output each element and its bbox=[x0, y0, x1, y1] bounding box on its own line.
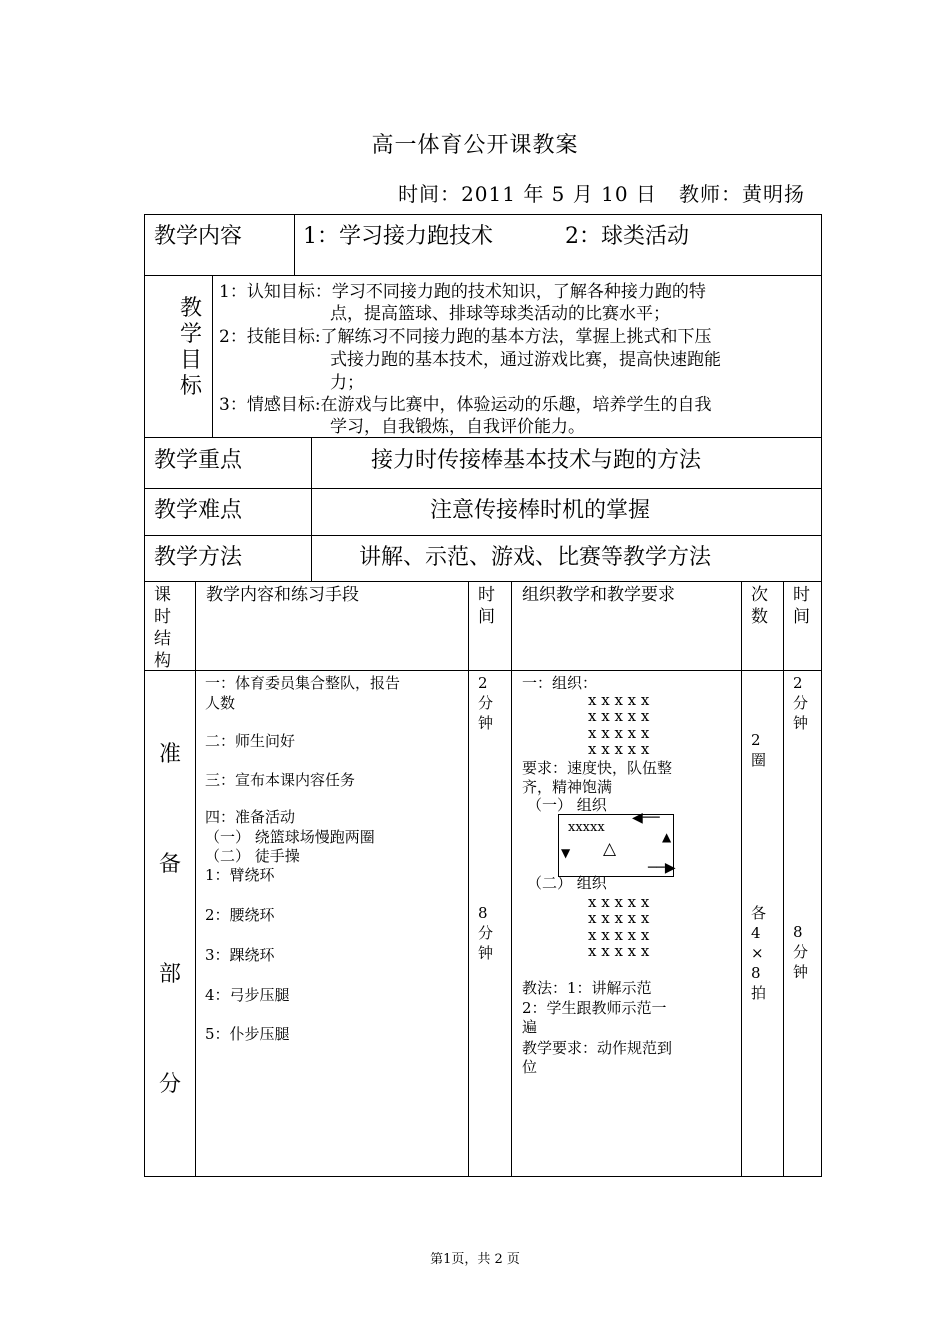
key-point-value: 接力时传接棒基本技术与跑的方法 bbox=[371, 448, 702, 473]
time-char: 钟 bbox=[478, 714, 494, 732]
header-char: 课 bbox=[154, 585, 171, 605]
goal-line: 2：技能目标:了解练习不同接力跑的基本方法，掌握上挑式和下压 bbox=[219, 327, 712, 347]
content-item-1: 1：学习接力跑技术 bbox=[303, 224, 493, 249]
header-char: 数 bbox=[751, 607, 768, 627]
prep-item: 三：宣布本课内容任务 bbox=[205, 771, 356, 789]
count-char: 各 bbox=[751, 904, 767, 922]
method-value: 讲解、示范、游戏、比赛等教学方法 bbox=[359, 545, 712, 570]
prep-item: 4：弓步压腿 bbox=[205, 986, 290, 1004]
arrow-left-icon: ◀── bbox=[632, 810, 660, 826]
time-label: 时间： bbox=[398, 182, 462, 206]
header-char: 间 bbox=[478, 607, 495, 627]
teaching-method: 2：学生跟教师示范一 bbox=[522, 999, 667, 1017]
goals-label bbox=[176, 296, 206, 400]
goal-line: 学习，自我锻炼，自我评价能力。 bbox=[330, 417, 585, 437]
teacher-name: 黄明扬 bbox=[742, 182, 805, 206]
time-char: 钟 bbox=[793, 963, 809, 981]
time-char: 2 bbox=[478, 674, 488, 692]
difficulty-label: 教学难点 bbox=[154, 498, 243, 523]
goal-line: 3：情感目标:在游戏与比赛中，体验运动的乐趣，培养学生的自我 bbox=[219, 395, 712, 415]
page-title: 高一体育公开课教案 bbox=[371, 133, 579, 158]
prep-time2-b bbox=[793, 922, 813, 982]
prep-time-b bbox=[478, 903, 498, 963]
prep-item: 5：仆步压腿 bbox=[205, 1025, 290, 1043]
prep-item: 人数 bbox=[205, 694, 236, 712]
time-char: 分 bbox=[793, 943, 809, 961]
goal-line: 力； bbox=[330, 373, 364, 393]
content-label: 教学内容 bbox=[154, 224, 243, 249]
prep-item: （一） 绕篮球场慢跑两圈 bbox=[205, 828, 375, 846]
prep-item: 一：体育委员集合整队，报告 bbox=[205, 674, 401, 692]
formation-row: x x x x x bbox=[588, 909, 650, 927]
org-requirement: 齐，精神饱满 bbox=[522, 778, 613, 796]
key-point-label: 教学重点 bbox=[154, 448, 243, 473]
content-item-2: 2：球类活动 bbox=[565, 224, 689, 249]
formation-row: x x x x x bbox=[588, 942, 650, 960]
header-char: 间 bbox=[793, 607, 810, 627]
header-structure bbox=[154, 584, 174, 672]
header-char: 次 bbox=[751, 585, 768, 605]
formation-row: x x x x x bbox=[588, 926, 650, 944]
prep-item: 1：臂绕环 bbox=[205, 866, 275, 884]
header-char: 时 bbox=[793, 585, 810, 605]
time-char: 8 bbox=[478, 904, 488, 922]
formation-row: x x x x x bbox=[588, 893, 650, 911]
count-char: × bbox=[751, 944, 764, 962]
header-count bbox=[751, 584, 771, 628]
formation-row: x x x x x bbox=[588, 707, 650, 725]
page-footer: 第1页，共 2 页 bbox=[430, 1252, 520, 1267]
arrow-up-icon: ▲ bbox=[662, 830, 672, 844]
time-char: 8 bbox=[793, 923, 803, 941]
teaching-method: 教法：1：讲解示范 bbox=[522, 979, 652, 997]
header-char: 结 bbox=[154, 629, 171, 649]
formation-row: x x x x x bbox=[588, 691, 650, 709]
time-char: 分 bbox=[793, 694, 809, 712]
count-char: 圈 bbox=[751, 751, 767, 769]
arrow-down-icon: ▼ bbox=[561, 846, 571, 860]
header-organize: 组织教学和教学要求 bbox=[522, 585, 675, 605]
goals-label-char: 教 bbox=[179, 296, 202, 321]
goal-line: 1：认知目标：学习不同接力跑的技术知识，了解各种接力跑的特 bbox=[219, 282, 706, 302]
teacher-label: 教师： bbox=[679, 182, 742, 206]
count-char: 2 bbox=[751, 731, 761, 749]
triangle-icon: △ bbox=[603, 839, 617, 859]
header-content: 教学内容和练习手段 bbox=[206, 585, 359, 605]
prep-item: 2：腰绕环 bbox=[205, 906, 275, 924]
difficulty-value: 注意传接棒时机的掌握 bbox=[430, 498, 651, 523]
time-char: 2 bbox=[793, 674, 803, 692]
runner-row: xxxxx bbox=[568, 820, 605, 835]
goals-label-char: 目 bbox=[179, 348, 202, 373]
prep-label-char: 准 bbox=[159, 742, 182, 767]
header-time1 bbox=[478, 584, 498, 628]
count-char: 4 bbox=[751, 924, 761, 942]
goals-label-char: 学 bbox=[179, 322, 202, 347]
lesson-date: 2011 年 5 月 10 日 bbox=[461, 182, 657, 206]
prep-label-char: 部 bbox=[159, 962, 182, 987]
org-title: 一：组织： bbox=[522, 674, 598, 692]
org-requirement: 要求：速度快，队伍整 bbox=[522, 759, 673, 777]
prep-time2-a bbox=[793, 673, 813, 733]
org-sub-2: （二） 组织 bbox=[527, 874, 607, 892]
prep-item: 3：踝绕环 bbox=[205, 946, 275, 964]
header-char: 构 bbox=[154, 651, 171, 671]
teaching-requirement: 教学要求：动作规范到 bbox=[522, 1039, 673, 1057]
time-char: 钟 bbox=[478, 944, 494, 962]
prep-count-b bbox=[751, 903, 771, 1003]
formation-row: x x x x x bbox=[588, 724, 650, 742]
time-char: 分 bbox=[478, 924, 494, 942]
method-label: 教学方法 bbox=[154, 545, 243, 570]
time-char: 分 bbox=[478, 694, 494, 712]
org-sub-1: （一） 组织 bbox=[527, 796, 607, 814]
count-char: 8 bbox=[751, 964, 761, 982]
prep-item: 二：师生问好 bbox=[205, 732, 296, 750]
header-char: 时 bbox=[154, 607, 171, 627]
goals-label-char: 标 bbox=[179, 374, 202, 399]
teaching-method: 遍 bbox=[522, 1018, 538, 1036]
header-time2 bbox=[793, 584, 813, 628]
header-char: 时 bbox=[478, 585, 495, 605]
prep-item: （二） 徒手操 bbox=[205, 847, 300, 865]
goal-line: 式接力跑的基本技术，通过游戏比赛，提高快速跑能 bbox=[330, 350, 721, 370]
count-char: 拍 bbox=[751, 984, 767, 1002]
prep-item: 四：准备活动 bbox=[205, 808, 296, 826]
lesson-meta bbox=[398, 178, 805, 207]
arrow-right-icon: ──▶ bbox=[648, 860, 676, 876]
formation-row: x x x x x bbox=[588, 740, 650, 758]
teaching-requirement: 位 bbox=[522, 1058, 538, 1076]
time-char: 钟 bbox=[793, 714, 809, 732]
prep-count-a bbox=[751, 730, 771, 770]
goal-line: 点，提高篮球、排球等球类活动的比赛水平； bbox=[330, 304, 670, 324]
prep-label-char: 分 bbox=[159, 1072, 182, 1097]
prep-time-a bbox=[478, 673, 498, 733]
prep-label-char: 备 bbox=[159, 852, 182, 877]
